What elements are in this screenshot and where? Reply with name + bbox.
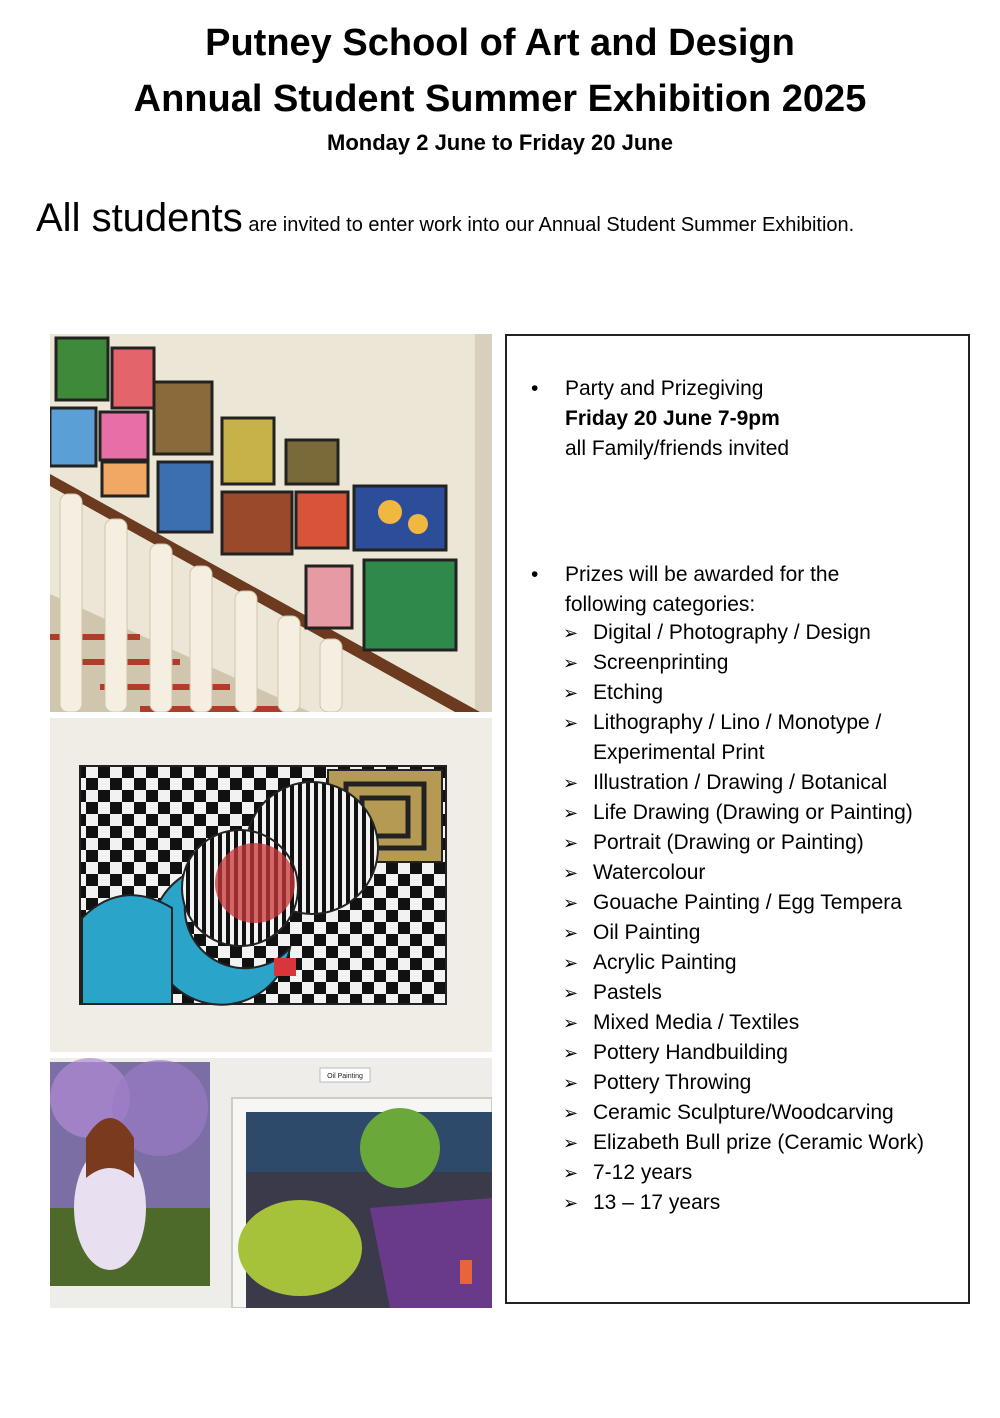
intro-text	[36, 196, 996, 241]
category-label: Gouache Painting / Egg Tempera	[593, 891, 902, 914]
arrowhead-bullet-icon: ➢	[563, 623, 579, 643]
bullet-dot-icon: •	[531, 563, 539, 586]
arrowhead-bullet-icon: ➢	[563, 1163, 579, 1183]
category-label: 7-12 years	[593, 1161, 693, 1184]
intro-lead: All students	[36, 196, 243, 240]
list-item	[563, 1158, 924, 1188]
arrowhead-bullet-icon: ➢	[563, 833, 579, 853]
photo-pattern-artwork	[50, 718, 492, 1052]
prize-category-list	[563, 618, 924, 1218]
category-label: 13 – 17 years	[593, 1191, 721, 1214]
page-title-line2: Annual Student Summer Exhibition 2025	[133, 78, 867, 120]
arrowhead-bullet-icon: ➢	[563, 1073, 579, 1093]
category-label: Screenprinting	[593, 651, 729, 674]
prizes-line1: Prizes will be awarded for the	[565, 563, 840, 586]
arrowhead-bullet-icon: ➢	[563, 1043, 579, 1063]
list-item	[563, 1008, 924, 1038]
list-item	[563, 1068, 924, 1098]
arrowhead-bullet-icon: ➢	[563, 803, 579, 823]
category-label: Etching	[593, 681, 664, 704]
list-item	[563, 738, 924, 768]
photo-oil-paintings	[50, 1058, 492, 1308]
intro-rest: are invited to enter work into our Annual Student Summer Exhibition.	[242, 214, 855, 236]
arrowhead-bullet-icon: ➢	[563, 1133, 579, 1153]
party-line1: Party and Prizegiving	[565, 377, 764, 400]
category-label: Pottery Throwing	[593, 1071, 752, 1094]
party-line3: all Family/friends invited	[565, 437, 790, 460]
list-item	[563, 648, 924, 678]
arrowhead-bullet-icon: ➢	[563, 1193, 579, 1213]
list-item	[563, 858, 924, 888]
list-item	[563, 678, 924, 708]
list-item	[563, 948, 924, 978]
category-label: Watercolour	[593, 861, 706, 884]
prizes-line2: following categories:	[565, 593, 756, 616]
arrowhead-bullet-icon: ➢	[563, 1013, 579, 1033]
arrowhead-bullet-icon: ➢	[563, 773, 579, 793]
arrowhead-bullet-icon: ➢	[563, 923, 579, 943]
category-label: Lithography / Lino / Monotype /	[593, 711, 882, 734]
category-label: Mixed Media / Textiles	[593, 1011, 800, 1034]
list-item	[563, 708, 924, 738]
info-box	[505, 334, 970, 1304]
arrowhead-bullet-icon: ➢	[563, 953, 579, 973]
arrowhead-bullet-icon: ➢	[563, 893, 579, 913]
category-label: Experimental Print	[593, 741, 765, 764]
list-item	[563, 1128, 924, 1158]
category-label: Portrait (Drawing or Painting)	[593, 831, 864, 854]
list-item	[563, 888, 924, 918]
bullet-dot-icon: •	[531, 377, 539, 400]
category-label: Oil Painting	[593, 921, 701, 944]
photo-staircase-gallery	[50, 334, 492, 712]
list-item	[563, 828, 924, 858]
category-label: Life Drawing (Drawing or Painting)	[593, 801, 913, 824]
list-item	[563, 1098, 924, 1128]
party-line2: Friday 20 June 7-9pm	[565, 407, 780, 430]
category-label: Pottery Handbuilding	[593, 1041, 788, 1064]
category-label: Pastels	[593, 981, 662, 1004]
list-item	[563, 798, 924, 828]
arrowhead-bullet-icon: ➢	[563, 683, 579, 703]
category-label: Digital / Photography / Design	[593, 621, 871, 644]
list-item	[563, 1038, 924, 1068]
category-label: Ceramic Sculpture/Woodcarving	[593, 1101, 894, 1124]
category-label: Acrylic Painting	[593, 951, 737, 974]
arrowhead-bullet-icon: ➢	[563, 863, 579, 883]
arrowhead-bullet-icon: ➢	[563, 713, 579, 733]
category-label: Elizabeth Bull prize (Ceramic Work)	[593, 1131, 925, 1154]
list-item	[563, 978, 924, 1008]
oil-painting-label: Oil Painting	[327, 1073, 363, 1080]
arrowhead-bullet-icon: ➢	[563, 1103, 579, 1123]
page-title-line1: Putney School of Art and Design	[205, 22, 795, 64]
exhibition-dates: Monday 2 June to Friday 20 June	[327, 130, 673, 155]
arrowhead-bullet-icon: ➢	[563, 983, 579, 1003]
list-item	[563, 618, 924, 648]
list-item	[563, 1188, 924, 1218]
arrowhead-bullet-icon: ➢	[563, 653, 579, 673]
list-item	[563, 918, 924, 948]
list-item	[563, 768, 924, 798]
category-label: Illustration / Drawing / Botanical	[593, 771, 888, 794]
